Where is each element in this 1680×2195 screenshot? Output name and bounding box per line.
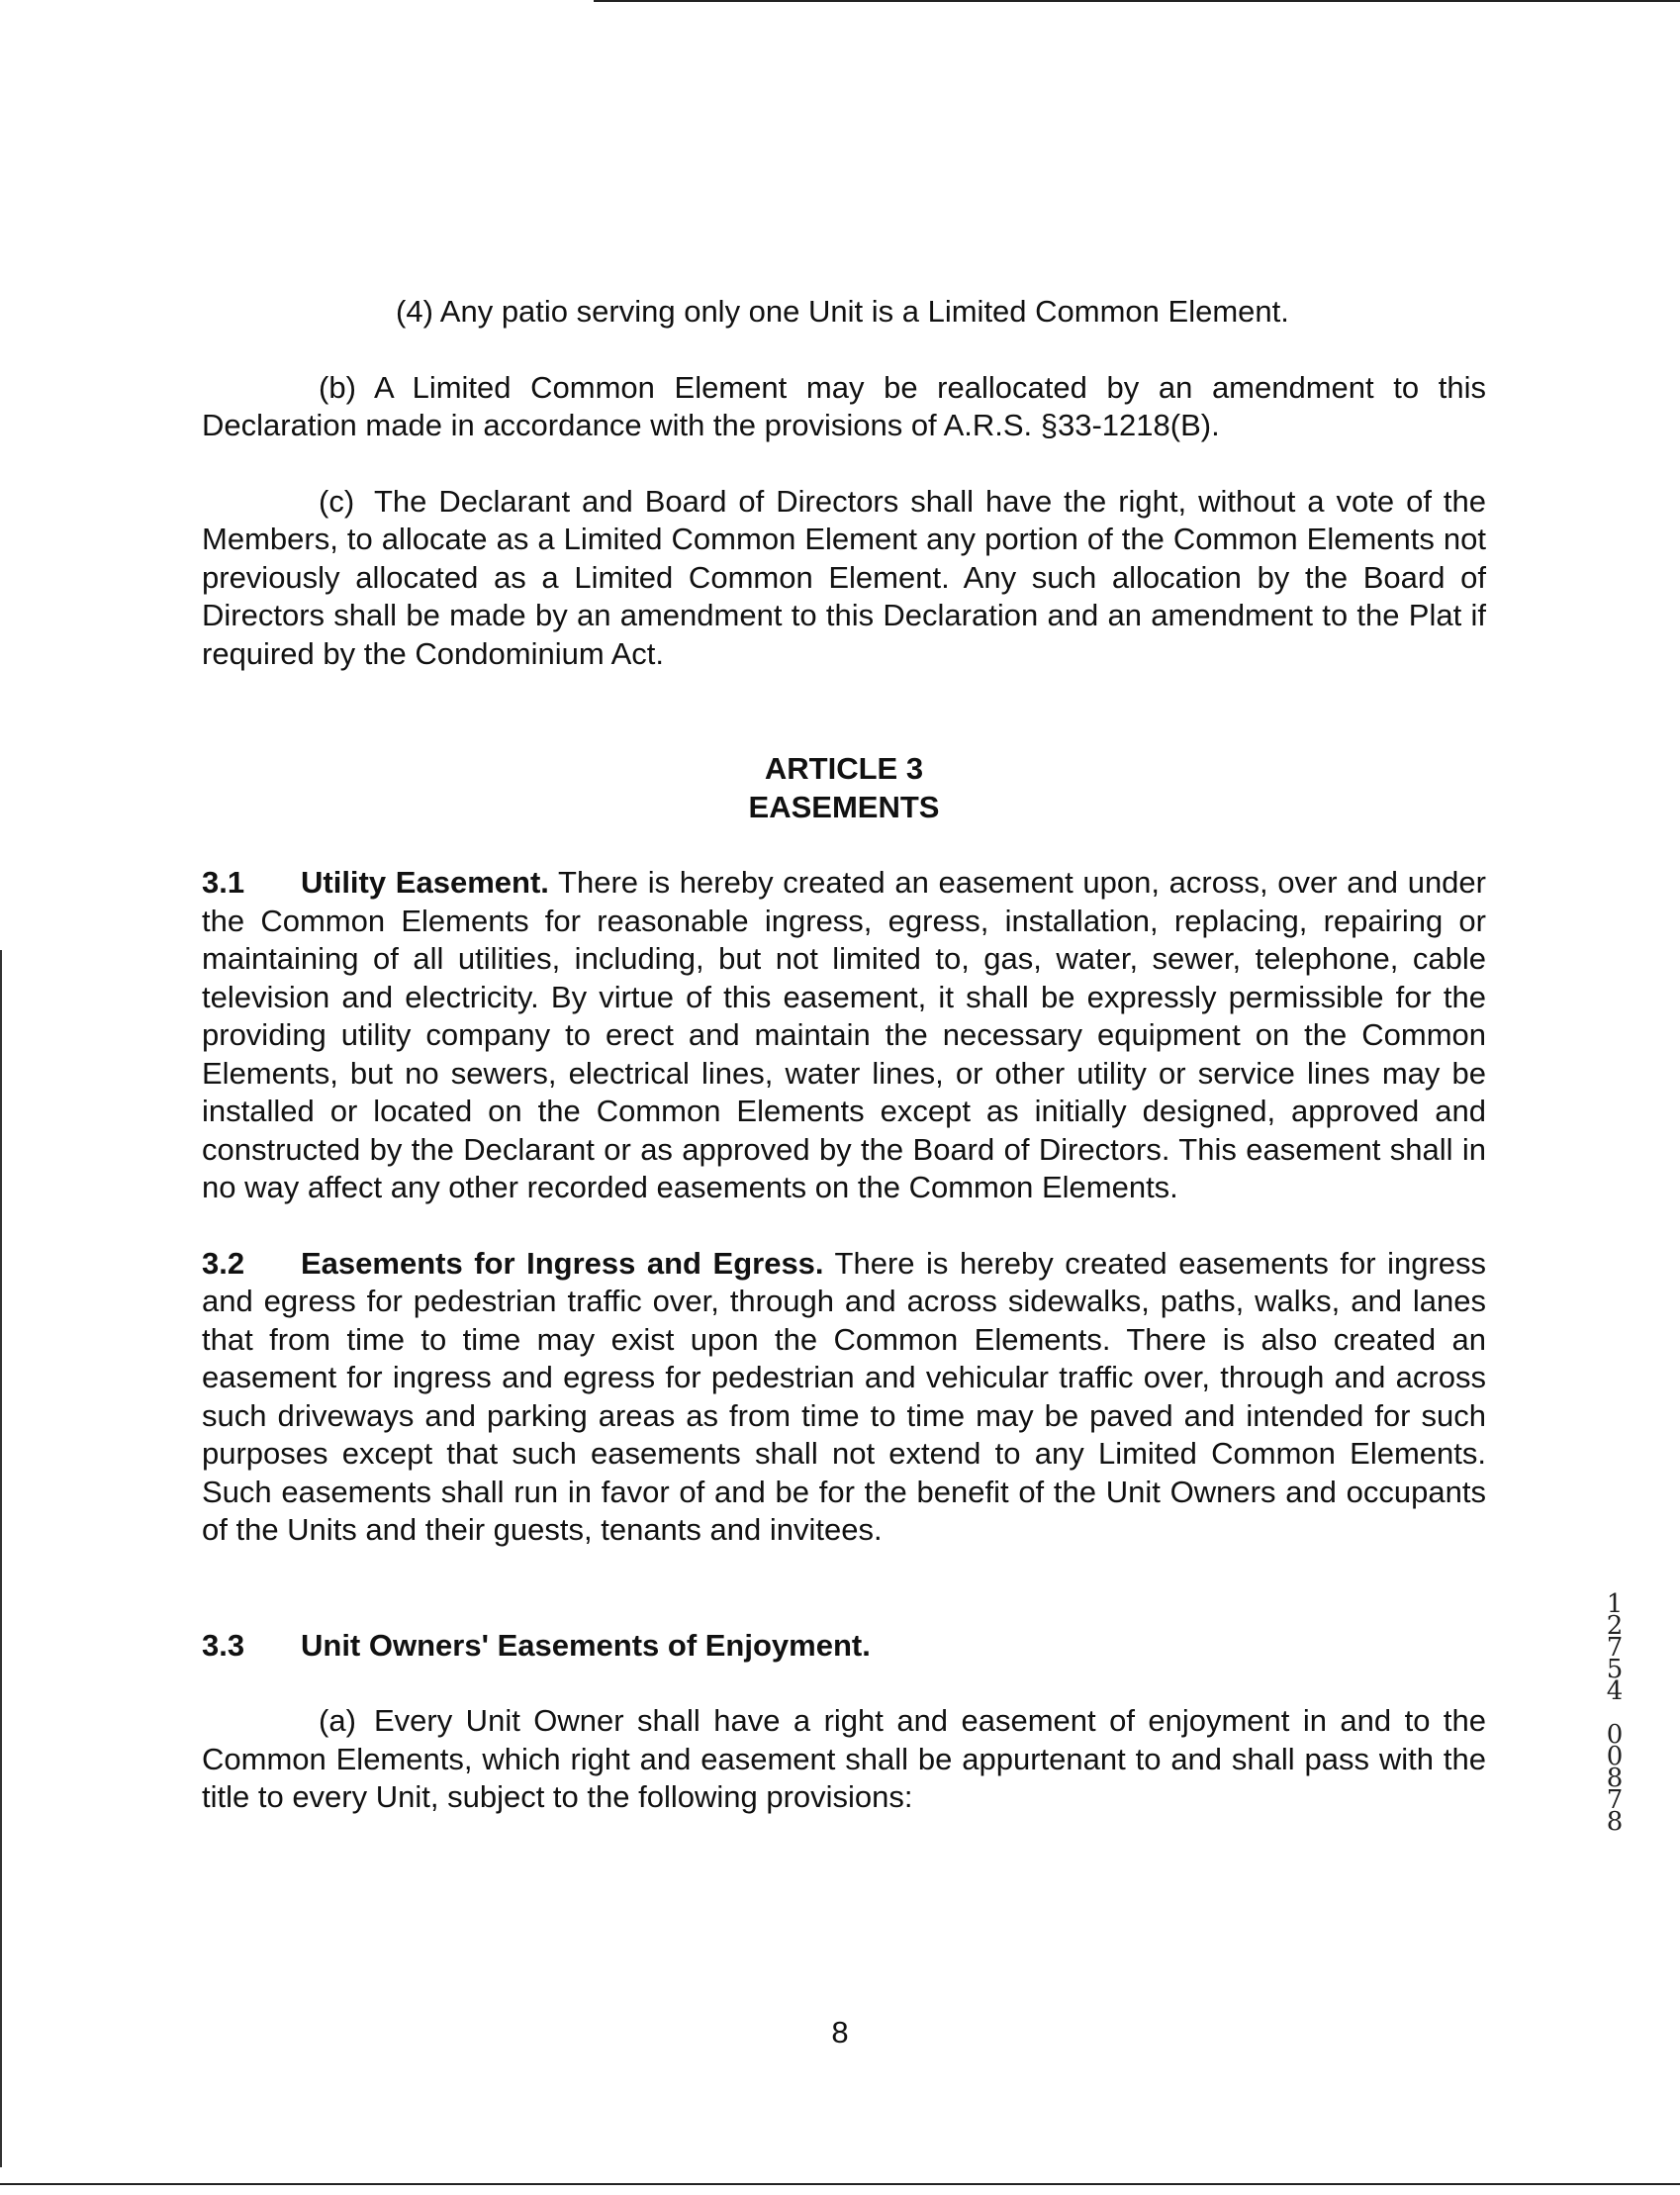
paragraph-3-3-a-text: Every Unit Owner shall have a right and easement of enjoyment in and to the Common Elements, which right and easement shall be appurtenant to and shall pass with the title to every Unit, subject to the following provisions: (202, 1703, 1486, 1814)
scan-border-bottom (0, 2183, 1680, 2185)
section-3-1-title: Utility Easement. (301, 865, 549, 900)
paragraph-b-text: A Limited Common Element may be reallocated by an amendment to this Declaration made in accordance with the provisions of A.R.S. §33-1218(B). (202, 369, 1486, 442)
stamp-digit: 0 (1606, 1742, 1624, 1771)
paragraph-c (202, 483, 1486, 674)
section-3-2 (202, 1245, 1486, 1550)
stamp-digit: 4 (1606, 1676, 1624, 1706)
paragraph-3-3-a-label: (a) (319, 1703, 356, 1738)
section-3-1-text: There is hereby created an easement upon, across, over and under the Common Elements for reasonable ingress, egress, installation, replacing, repairing or maintaining of all utilities, including, but not limited to, gas, water, sewer, telephone, cable television and electricity. By virtue of this easement, it shall be expressly permissible for the providing utility company to erect and maintain the necessary equipment on the Common Elements, but no sewers, electrical lines, water lines, or other utility or service lines may be installed or located on the Common Elements except as initially designed, approved and constructed by the Declarant or as approved by the Board of Directors. This easement shall in no way affect any other recorded easements on the Common Elements. (202, 865, 1486, 1204)
article-heading (202, 750, 1486, 826)
stamp-digit: 8 (1606, 1807, 1624, 1837)
paragraph-a4: (4) Any patio serving only one Unit is a Limited Common Element. (396, 294, 1289, 329)
stamp-digit: 2 (1606, 1611, 1624, 1641)
section-3-1 (202, 864, 1486, 1207)
stamp-digit: 1 (1606, 1589, 1624, 1619)
article-title: EASEMENTS (748, 789, 940, 824)
article-number: ARTICLE 3 (764, 751, 924, 786)
recording-stamp (1600, 1589, 1630, 1837)
stamp-digit: 7 (1606, 1785, 1624, 1815)
paragraph-b (202, 369, 1486, 445)
section-3-3 (202, 1627, 1486, 1666)
section-3-2-title: Easements for Ingress and Egress. (301, 1245, 824, 1281)
stamp-digit: 0 (1606, 1720, 1624, 1750)
scan-border-left (0, 950, 2, 2167)
section-3-3-number: 3.3 (202, 1627, 245, 1663)
paragraph-c-label: (c) (319, 483, 355, 519)
document-page (202, 293, 1486, 1817)
paragraph-b-label: (b) (319, 369, 356, 405)
paragraph-3-3-a (202, 1702, 1486, 1817)
stamp-digit: 7 (1606, 1633, 1624, 1663)
section-3-1-number: 3.1 (202, 865, 245, 900)
section-3-2-text: There is hereby created easements for ingress and egress for pedestrian traffic over, through and across sidewalks, paths, walks, and lanes that from time to time may exist upon the Common Elements. There is also created an easement for ingress and egress for pedestrian and vehicular traffic over, through and across such driveways and parking areas as from time to time may be paved and intended for such purposes except that such easements shall not extend to any Limited Common Elements. Such easements shall run in favor of and be for the benefit of the Unit Owners and occupants of the Units and their guests, tenants and invitees. (202, 1245, 1487, 1547)
stamp-digit: 8 (1606, 1764, 1624, 1793)
scan-border-top (594, 0, 1680, 2)
section-3-2-number: 3.2 (202, 1245, 245, 1281)
page-number: 8 (831, 2015, 849, 2050)
paragraph-c-text: The Declarant and Board of Directors shall have the right, without a vote of the Members, to allocate as a Limited Common Element any portion of the Common Elements not previously allocated as a Limited Common Element. Any such allocation by the Board of Directors shall be made by an amendment to this Declaration and an amendment to the Plat if required by the Condominium Act. (202, 483, 1486, 671)
section-3-3-title: Unit Owners' Easements of Enjoyment. (301, 1627, 871, 1663)
stamp-digit: 5 (1606, 1655, 1624, 1684)
